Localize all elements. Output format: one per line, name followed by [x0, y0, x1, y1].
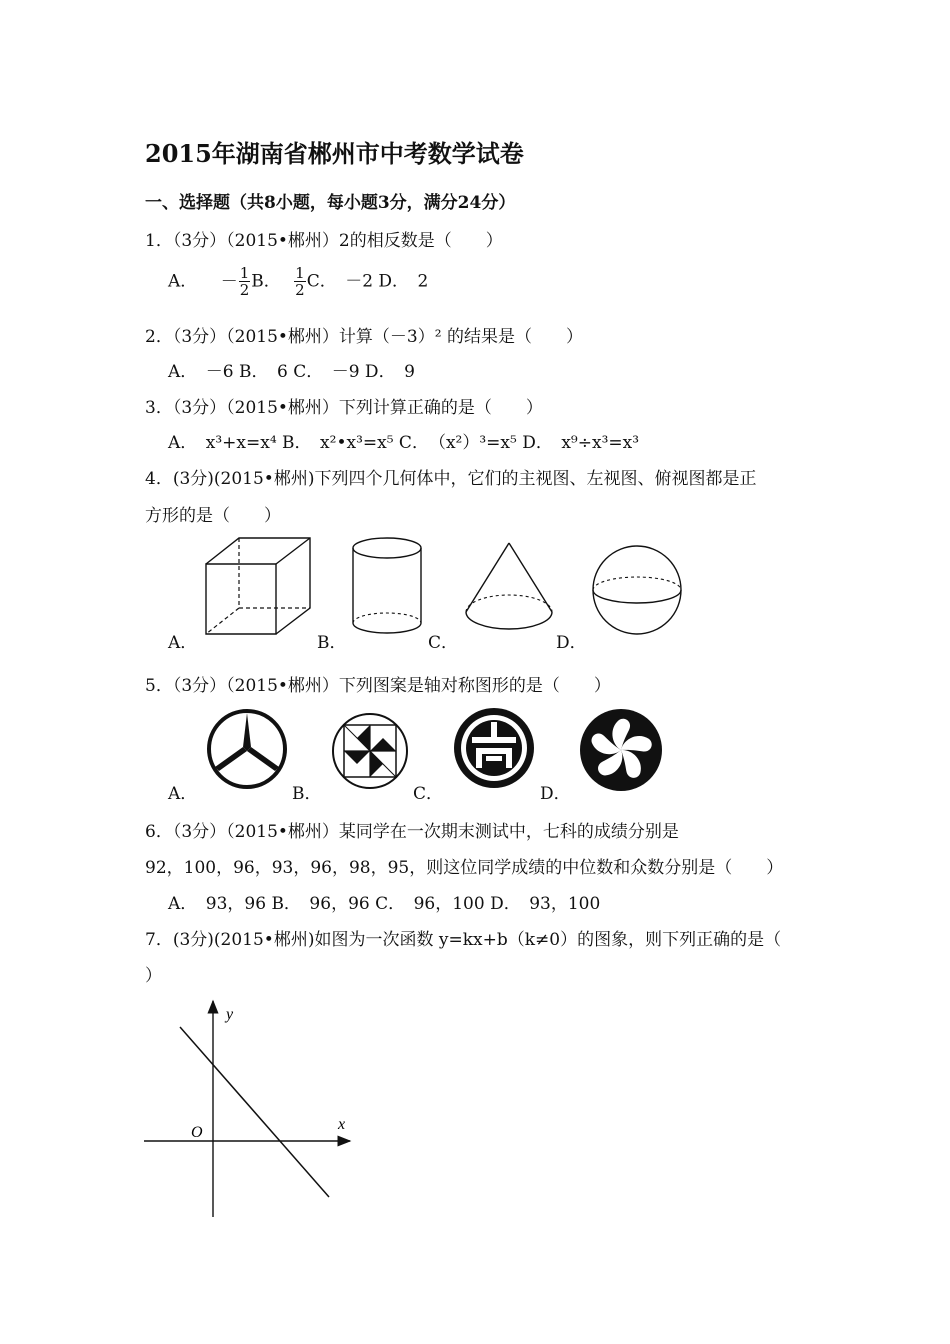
question-1-stem: 1．（3分）（2015•郴州）2的相反数是（ ）	[145, 231, 503, 251]
sphere-figure	[590, 545, 684, 637]
q4-label-a: A．	[168, 633, 198, 653]
q5-label-b: B．	[292, 784, 322, 804]
fraction-numerator: 1	[239, 264, 250, 282]
q1-option-a-sign: －	[220, 271, 238, 292]
cylinder-figure	[350, 535, 425, 637]
fraction-numerator: 1	[295, 264, 305, 282]
logo-three-pointed-star	[205, 707, 289, 791]
origin-label: O	[191, 1124, 203, 1141]
linear-function-graph	[140, 995, 360, 1220]
question-1-options	[168, 266, 428, 298]
logo-pinwheel	[330, 711, 410, 791]
question-7-stem-line1: 7．(3分)(2015•郴州)如图为一次函数 y=kx+b（k≠0）的图象，则下列正确的是（	[145, 930, 782, 950]
cone-figure	[462, 540, 556, 636]
y-axis-label: y	[226, 1006, 234, 1023]
q1-option-b-fraction	[294, 266, 306, 298]
logo-circular-emblem	[452, 706, 536, 790]
q4-label-b: B．	[317, 633, 347, 653]
q5-label-d: D．	[540, 784, 571, 804]
fraction-denominator: 2	[295, 281, 305, 299]
question-5-stem: 5．（3分）（2015•郴州）下列图案是轴对称图形的是（ ）	[145, 676, 611, 696]
q1-option-b-label: B．	[251, 271, 281, 292]
cube-figure	[200, 535, 320, 640]
section-heading: 一、选择题（共8小题，每小题3分，满分24分）	[145, 193, 516, 213]
question-7-stem-line2: ）	[145, 966, 162, 986]
question-3-options: A． x³+x=x⁴ B． x²•x³=x⁵ C． （x²）³=x⁵ D． x⁹÷x³=x³	[168, 433, 640, 453]
fraction-denominator: 2	[239, 281, 250, 299]
question-4-stem-line1: 4．(3分)(2015•郴州)下列四个几何体中，它们的主视图、左视图、俯视图都是正	[145, 469, 757, 489]
q4-label-c: C．	[428, 633, 459, 653]
q5-label-a: A．	[168, 784, 198, 804]
q1-option-a-label: A．	[168, 271, 198, 292]
question-2-stem: 2．（3分）（2015•郴州）计算（－3）² 的结果是（ ）	[145, 327, 583, 347]
question-6-options: A． 93，96 B． 96，96 C． 96，100 D． 93，100	[168, 894, 601, 914]
question-6-stem-line2: 92，100，96，93，96，98，95，则这位同学成绩的中位数和众数分别是（ ）	[145, 858, 784, 878]
q1-option-c-d: C． －2 D． 2	[306, 271, 429, 292]
question-2-options: A． －6 B． 6 C． －9 D． 9	[168, 362, 415, 382]
question-6-stem-line1: 6．（3分）（2015•郴州）某同学在一次期末测试中，七科的成绩分别是	[145, 822, 679, 842]
q4-label-d: D．	[556, 633, 587, 653]
page-title: 2015年湖南省郴州市中考数学试卷	[145, 139, 524, 168]
logo-bauhinia-flower	[579, 708, 663, 792]
q1-option-a-fraction	[239, 266, 251, 298]
q5-label-c: C．	[413, 784, 444, 804]
question-3-stem: 3．（3分）（2015•郴州）下列计算正确的是（ ）	[145, 398, 543, 418]
question-4-stem-line2: 方形的是（ ）	[145, 506, 281, 526]
x-axis-label: x	[338, 1116, 346, 1133]
function-line	[180, 1027, 329, 1197]
